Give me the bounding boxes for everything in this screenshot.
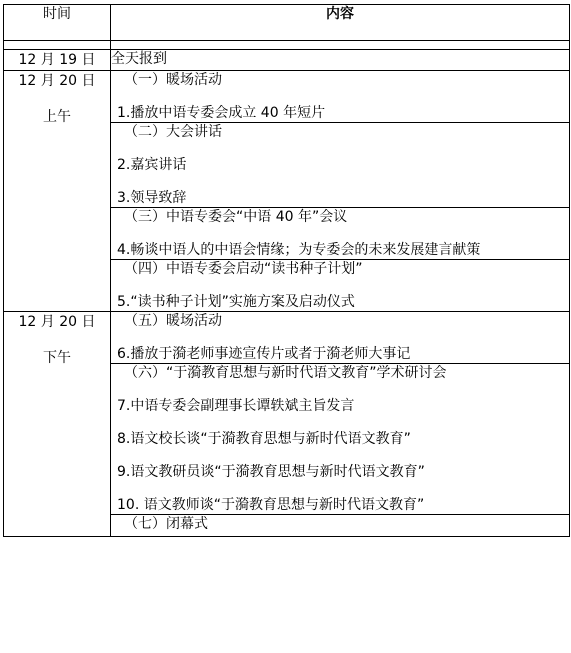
agenda-item: 3.领导致辞 (117, 190, 187, 206)
agenda-item: 8.语文校长谈“于漪教育思想与新时代语文教育” (117, 431, 411, 447)
afternoon-section-5 (111, 312, 570, 364)
section-title: （二）大会讲话 (124, 124, 222, 140)
morning-time-cell (4, 71, 111, 312)
morning-section-2 (111, 123, 570, 208)
day1-date: 12 月 19 日 (18, 52, 96, 68)
morning-period: 上午 (43, 109, 71, 125)
afternoon-section-7 (111, 515, 570, 537)
agenda-item: 1.播放中语专委会成立 40 年短片 (117, 105, 326, 121)
section-title: （三）中语专委会“中语 40 年”会议 (124, 209, 348, 225)
schedule-table (3, 4, 570, 537)
afternoon-date: 12 月 20 日 (18, 314, 96, 330)
afternoon-time-cell (4, 312, 111, 537)
agenda-item: 7.中语专委会副理事长谭轶斌主旨发言 (117, 398, 355, 414)
section-title: （六）“于漪教育思想与新时代语文教育”学术研讨会 (124, 365, 447, 381)
morning-row-1 (4, 71, 570, 123)
day1-date-cell (4, 50, 111, 71)
morning-section-4 (111, 260, 570, 312)
spacer-cell-time (4, 41, 111, 50)
agenda-item: 5.“读书种子计划”实施方案及启动仪式 (117, 294, 355, 310)
section-title: （五）暖场活动 (124, 313, 222, 329)
header-time: 时间 (4, 5, 111, 41)
spacer-cell-content (111, 41, 570, 50)
day1-content-cell (111, 50, 570, 71)
section-title: （七）闭幕式 (124, 516, 208, 532)
morning-section-3 (111, 208, 570, 260)
agenda-item: 4.畅谈中语人的中语会情缘；为专委会的未来发展建言献策 (117, 242, 481, 258)
morning-date: 12 月 20 日 (18, 73, 96, 89)
afternoon-section-6 (111, 364, 570, 515)
header-row (4, 5, 570, 41)
agenda-item: 10. 语文教师谈“于漪教育思想与新时代语文教育” (117, 497, 425, 513)
day1-content: 全天报到 (111, 51, 167, 67)
afternoon-row-1 (4, 312, 570, 364)
day1-row (4, 50, 570, 71)
agenda-item: 2.嘉宾讲话 (117, 157, 187, 173)
header-content: 内容 (111, 5, 570, 41)
agenda-item: 6.播放于漪老师事迹宣传片或者于漪老师大事记 (117, 346, 411, 362)
section-title: （一）暖场活动 (124, 72, 222, 88)
morning-section-1 (111, 71, 570, 123)
afternoon-period: 下午 (43, 350, 71, 366)
section-title: （四）中语专委会启动“读书种子计划” (124, 261, 363, 277)
agenda-item: 9.语文教研员谈“于漪教育思想与新时代语文教育” (117, 464, 425, 480)
spacer-row (4, 41, 570, 50)
